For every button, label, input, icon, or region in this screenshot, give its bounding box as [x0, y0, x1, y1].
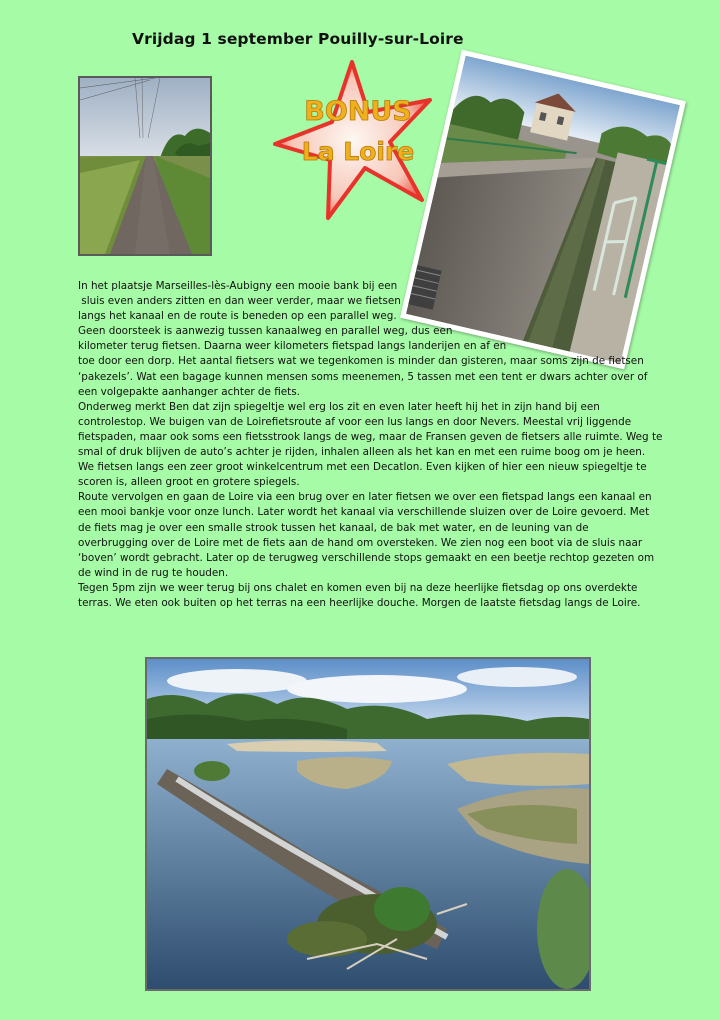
la-loire-label: La Loire: [301, 137, 415, 166]
text-line: Onderweg merkt Ben dat zijn spiegeltje wel erg los zit en even later heeft hij het in zijn hand bij een: [78, 400, 600, 413]
text-line: ‘pakezels’. Wat een bagage kunnen mensen soms meenemen, 5 tassen met een tent er dwars achter over of: [78, 370, 648, 383]
bonus-la-loire-graphic: [270, 60, 445, 220]
text-line: We fietsen langs een zeer groot winkelcentrum met een Decatlon. Even kijken of hier een nieuw spiegeltje te: [78, 461, 647, 474]
text-line: kilometer terug fietsen. Daarna weer kilometers fietspad langs landerijen en af en: [78, 340, 507, 353]
text-line: In het plaatsje Marseilles-lès-Aubigny een mooie bank bij een: [78, 280, 398, 292]
text-line: een volgepakte aanhanger achter de fiets.: [78, 385, 300, 398]
text-line: smal of druk blijven de auto’s achter je rijden, inhalen alleen als het kan en met een ruime boog om je heen.: [78, 446, 646, 459]
text-line: ‘boven’ wordt gebracht. Later op de terugweg verschillende stops gemaakt en een beetje rechtop gezeten om: [78, 551, 655, 564]
text-line: Geen doorsteek is aanwezig tussen kanaalweg en parallel weg, dus een: [78, 325, 453, 338]
text-line: controlestop. We buigen van de Loirefietsroute af voor een lus langs en door Nevers. Meestal vrij liggende: [78, 415, 632, 428]
text-line: sluis even anders zitten en dan weer verder, maar we fietsen: [78, 295, 401, 308]
text-line: scoren is, alleen groot en grotere spiegels.: [78, 476, 300, 489]
text-line: langs het kanaal en de route is beneden op een parallel weg.: [78, 310, 397, 323]
text-line: fietspaden, maar ook soms een fietsstrook langs de weg, maar de Fransen geven de fietsers alle ruimte. Weg te: [78, 430, 663, 443]
text-line: een mooi bankje voor onze lunch. Later wordt het kanaal via verschillende sluizen over de Loire gevoerd. Met: [78, 506, 650, 519]
text-line: Route vervolgen en gaan de Loire via een brug over en later fietsen we over een fietspad langs een kanaal en: [78, 491, 652, 504]
text-line: terras. We eten ook buiten op het terras na een heerlijke douche. Morgen de laatste fietsdag langs de Loire.: [78, 596, 641, 609]
text-line: de fiets mag je over een smalle strook tussen het kanaal, de bak met water, en de leuning van de: [78, 521, 589, 534]
story-text: [78, 279, 688, 611]
text-line: de wind in de rug te houden.: [78, 566, 229, 579]
page-title: Vrijdag 1 september Pouilly-sur-Loire: [132, 30, 464, 48]
loire-river-photo: [145, 657, 591, 991]
bonus-label: BONUS: [304, 96, 412, 127]
cycle-path-photo: [78, 76, 212, 256]
text-line: Tegen 5pm zijn we weer terug bij ons chalet en komen even bij na deze heerlijke fietsdag op ons overdekte: [78, 581, 638, 594]
text-line: overbrugging over de Loire met de fiets aan de hand om oversteken. We zien nog een boot via de sluis naar: [78, 536, 643, 549]
text-line: toe door een dorp. Het aantal fietsers wat we tegenkomen is minder dan gisteren, maar soms zijn de fietsen: [78, 355, 644, 368]
